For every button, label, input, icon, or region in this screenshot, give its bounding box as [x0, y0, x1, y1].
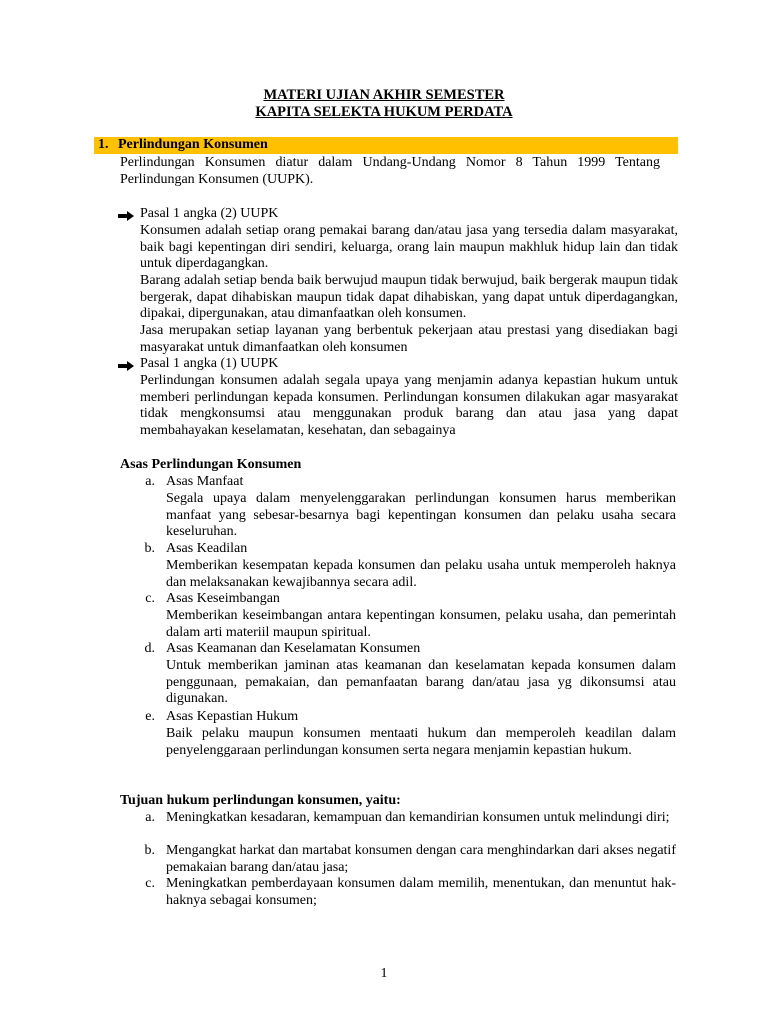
list-letter: b.: [144, 541, 155, 556]
tujuan-item: Mengangkat harkat dan martabat konsumen dengan cara menghindarkan dari akses negatif pemakaian barang dan/atau jasa;: [166, 843, 676, 875]
tujuan-item: Meningkatkan kesadaran, kemampuan dan kemandirian konsumen untuk melindungi diri;: [166, 810, 670, 825]
list-letter: e.: [145, 709, 155, 724]
list-letter: c.: [145, 591, 155, 606]
list-letter: a.: [145, 474, 155, 489]
asas-title: Asas Kepastian Hukum: [166, 709, 299, 724]
tujuan-item: Meningkatkan pemberdayaan konsumen dalam memilih, menentukan, dan menuntut hak-haknya sebagai konsumen;: [166, 876, 676, 908]
page-number: 1: [380, 966, 388, 981]
definition-konsumen: Konsumen adalah setiap orang pemakai barang dan/atau jasa yang tersedia dalam masyarakat, baik bagi kepentingan diri sendiri, keluarga, orang lain maupun makhluk hidup lain dan tidak untuk diperdagangkan.: [140, 223, 678, 272]
doc-title-line1: MATERI UJIAN AKHIR SEMESTER: [263, 87, 505, 103]
asas-title: Asas Keamanan dan Keselamatan Konsumen: [166, 641, 421, 656]
doc-title-line2: KAPITA SELEKTA HUKUM PERDATA: [255, 104, 513, 120]
tujuan-heading: Tujuan hukum perlindungan konsumen, yaitu:: [120, 793, 401, 808]
asas-title: Asas Manfaat: [166, 474, 244, 489]
asas-text: Memberikan keseimbangan antara kepentingan konsumen, pelaku usaha, dan pemerintah dalam arti materiil maupun spiritual.: [166, 608, 676, 640]
asas-title: Asas Keseimbangan: [166, 591, 280, 606]
asas-text: Memberikan kesempatan kepada konsumen dan pelaku usaha untuk memperoleh haknya dan melaksanakan kewajibannya secara adil.: [166, 558, 676, 590]
bullet-title: Pasal 1 angka (1) UUPK: [140, 356, 279, 371]
section-intro: Perlindungan Konsumen diatur dalam Undang-Undang Nomor 8 Tahun 1999 Tentang Perlindungan Konsumen (UUPK).: [120, 155, 660, 187]
arrow-bullet-icon: [118, 361, 134, 371]
bullet-title: Pasal 1 angka (2) UUPK: [140, 206, 279, 221]
asas-text: Segala upaya dalam menyelenggarakan perlindungan konsumen harus memberikan manfaat yang sebesar-besarnya bagi kepentingan konsumen dan pelaku usaha secara keseluruhan.: [166, 491, 676, 540]
list-letter: a.: [145, 810, 155, 825]
asas-text: Untuk memberikan jaminan atas keamanan dan keselamatan kepada konsumen dalam penggunaan, pemakaian, dan pemanfaatan barang dan/atau jasa yg dikonsumsi atau digunakan.: [166, 658, 676, 707]
definition-jasa: Jasa merupakan setiap layanan yang berbentuk pekerjaan atau prestasi yang disediakan bagi masyarakat untuk dimanfaatkan oleh konsumen: [140, 323, 678, 355]
asas-text: Baik pelaku maupun konsumen mentaati hukum dan memperoleh keadilan dalam penyelenggaraan perlindungan konsumen serta negara menjamin kepastian hukum.: [166, 726, 676, 758]
definition-barang: Barang adalah setiap benda baik berwujud maupun tidak berwujud, baik bergerak maupun tidak bergerak, dapat dihabiskan maupun tidak dapat dihabiskan, yang dapat untuk diperdagangkan, dipakai, dipergunakan, atau dimanfaatkan oleh konsumen.: [140, 273, 678, 322]
asas-title: Asas Keadilan: [166, 541, 248, 556]
section-heading: Perlindungan Konsumen: [118, 137, 268, 152]
asas-heading: Asas Perlindungan Konsumen: [120, 457, 302, 472]
definition-perlindungan: Perlindungan konsumen adalah segala upaya yang menjamin adanya kepastian hukum untuk memberi perlindungan kepada konsumen. Perlindungan konsumen dilakukan agar masyarakat tidak mengkonsumsi atau menggunakan produk barang dan atau jasa yang dapat membahayakan keselamatan, kesehatan, dan sebagainya: [140, 373, 678, 439]
list-letter: b.: [144, 843, 155, 858]
section-number: 1.: [98, 137, 109, 152]
arrow-bullet-icon: [118, 211, 134, 221]
list-letter: c.: [145, 876, 155, 891]
list-letter: d.: [144, 641, 155, 656]
section-heading-highlight: [94, 137, 678, 154]
